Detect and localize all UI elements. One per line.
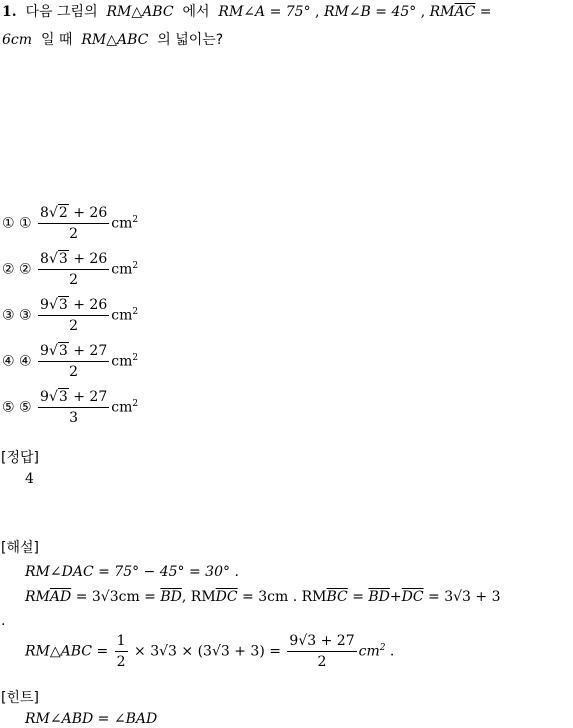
question-line-1: 1. 다음 그림의 RM△ABC 에서 RM∠A = 75° , RM∠B = 45° , $RM\overline{AC}$ = xyxy=(2,4,492,20)
denominator: 2 xyxy=(69,318,79,334)
num-coef: 8 xyxy=(40,251,49,267)
unit: cm xyxy=(111,307,133,324)
segment-dc: $\overline{DC}$ xyxy=(215,589,238,605)
num-root: 3 xyxy=(58,297,68,313)
explanation-dot: . xyxy=(1,613,6,629)
result-num: 9√3 + 27 xyxy=(287,632,356,652)
expl2-g: = 3√3 + 3 xyxy=(428,589,501,605)
option-marker-inner: ③ xyxy=(19,307,32,324)
option-1[interactable]: ① ① $\frac{8√2 + 26}{2}$ $cm^2$ xyxy=(2,205,139,242)
option-fraction: $\frac{9√3 + 27}{3}$ xyxy=(40,389,108,426)
option-fraction: $\frac{8√3 + 26}{2}$ xyxy=(40,251,108,288)
num-const: + 27 xyxy=(73,343,108,359)
num-root: 2 xyxy=(58,205,68,221)
segment-bc: $\overline{BC}$ xyxy=(326,589,348,605)
expl2-b: = 3√3cm = xyxy=(75,589,156,605)
expl2-d: = 3cm . RM xyxy=(242,589,327,605)
expl2-e: = xyxy=(352,589,364,605)
segment-bd: $\overline{BD}$ xyxy=(160,589,182,605)
explanation-label: [해설] xyxy=(1,540,39,556)
option-marker-inner: ⑤ xyxy=(19,399,32,416)
triangle-abc-2: RM△ABC xyxy=(81,32,149,48)
num-const: + 26 xyxy=(73,205,108,221)
question-text-3: 일 때 xyxy=(40,32,73,48)
explanation-line-2 xyxy=(25,589,501,605)
option-marker-inner: ② xyxy=(19,261,32,278)
option-3[interactable]: ③ ③ $\frac{9√3 + 26}{2}$ $cm^2$ xyxy=(2,297,139,334)
explanation-line-3: RM△ABC = $\frac{1}{2}$ × 3√3 × (3√3 + 3) = $\frac{9√3 + 27}{2}$ $cm^2$ . xyxy=(25,633,395,670)
hint-line-1: RM∠ABD = ∠BAD xyxy=(25,711,158,727)
num-coef: 9 xyxy=(40,389,49,405)
num-coef: 9 xyxy=(40,343,49,359)
option-marker: ⑤ xyxy=(2,399,15,416)
triangle-abc: RM△ABC xyxy=(106,4,174,20)
segment-dc-2: $\overline{DC}$ xyxy=(401,589,424,605)
unit: cm xyxy=(111,399,133,416)
option-marker-inner: ① xyxy=(19,215,32,232)
expl2-c: , RM xyxy=(181,589,216,605)
expl3-a: RM△ABC = xyxy=(25,643,109,660)
num-root: 3 xyxy=(58,343,68,359)
option-marker-inner: ④ xyxy=(19,353,32,370)
ac-prefix: RM xyxy=(429,4,455,20)
explanation-line-1: RM∠DAC = 75° − 45° = 30° . xyxy=(25,564,239,580)
ac-value: 6cm xyxy=(2,32,33,48)
num-root: 3 xyxy=(58,251,68,267)
expl3-dot: . xyxy=(389,643,395,660)
option-fraction: $\frac{9√3 + 26}{2}$ xyxy=(40,297,108,334)
expl3-unit: cm xyxy=(358,643,380,660)
expl2-f: + xyxy=(389,589,402,605)
result-fraction xyxy=(287,632,356,671)
unit: cm xyxy=(111,353,133,370)
expl3-b: × 3√3 × (3√3 + 3) = xyxy=(134,643,281,660)
rm-prefix: RM xyxy=(25,589,50,605)
comma-1: , xyxy=(315,4,320,20)
answer-label: [정답] xyxy=(1,450,39,466)
option-5[interactable]: ⑤ ⑤ $\frac{9√3 + 27}{3}$ $cm^2$ xyxy=(2,389,139,426)
num-coef: 9 xyxy=(40,297,49,313)
question-text-1: 다음 그림의 xyxy=(25,4,98,20)
option-marker: ① xyxy=(2,215,15,232)
question-text-2: 에서 xyxy=(182,4,210,20)
answer-value: 4 xyxy=(25,471,34,487)
unit: cm xyxy=(111,261,133,278)
angle-a: RM∠A = 75° xyxy=(218,4,311,20)
option-2[interactable]: ② ② $\frac{8√3 + 26}{2}$ $cm^2$ xyxy=(2,251,139,288)
question-text-4: 의 넓이는? xyxy=(157,32,224,48)
angle-b: RM∠B = 45° xyxy=(323,4,417,20)
segment-ac: $\overline{AC}$ xyxy=(454,4,476,20)
option-marker: ② xyxy=(2,261,15,278)
option-marker: ③ xyxy=(2,307,15,324)
num-coef: 8 xyxy=(40,205,49,221)
option-fraction: $\frac{8√2 + 26}{2}$ xyxy=(40,205,108,242)
denominator: 2 xyxy=(69,272,79,288)
denominator: 3 xyxy=(69,410,79,426)
half-num: 1 xyxy=(115,632,128,652)
num-root: 3 xyxy=(58,389,68,405)
half-den: 2 xyxy=(116,654,126,670)
question-line-2 xyxy=(2,29,223,51)
denominator: 2 xyxy=(69,364,79,380)
num-const: + 26 xyxy=(73,297,108,313)
num-const: + 26 xyxy=(73,251,108,267)
num-const: + 27 xyxy=(73,389,108,405)
option-marker: ④ xyxy=(2,353,15,370)
hint-label: [힌트] xyxy=(1,690,39,706)
unit: cm xyxy=(111,215,133,232)
denominator: 2 xyxy=(69,226,79,242)
segment-bd-2: $\overline{BD}$ xyxy=(368,589,390,605)
question-number: 1. xyxy=(2,4,17,20)
option-fraction: $\frac{9√3 + 27}{2}$ xyxy=(40,343,108,380)
segment-ad: $\overline{AD}$ xyxy=(49,589,72,605)
result-den: 2 xyxy=(317,654,327,670)
option-4[interactable]: ④ ④ $\frac{9√3 + 27}{2}$ $cm^2$ xyxy=(2,343,139,380)
comma-2: , xyxy=(420,4,426,20)
half-fraction xyxy=(115,632,128,671)
